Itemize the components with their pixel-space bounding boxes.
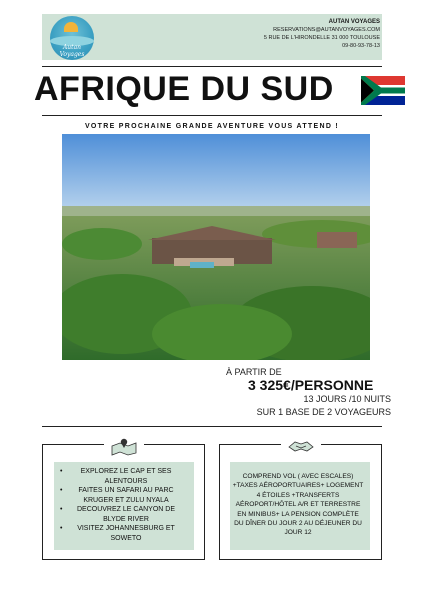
- list-item: • DECOUVREZ LE CANYON DE BLYDE RIVER: [60, 506, 176, 523]
- page-title: AFRIQUE DU SUD: [34, 70, 334, 108]
- agency-phone[interactable]: 09-80-93-78-13: [342, 43, 380, 49]
- offer-divider: [42, 426, 382, 427]
- itinerary-list: [60, 467, 186, 543]
- agency-name: AUTAN VOYAGES: [328, 19, 380, 25]
- agency-contact: [220, 18, 380, 50]
- top-divider: [42, 66, 382, 67]
- handshake-icon: [281, 436, 321, 456]
- list-item: • VISITEZ JOHANNESBURG ET SOWETO: [60, 525, 175, 542]
- included-text: COMPREND VOL ( AVEC ESCALES) +TAXES AÉROPORTUAIRES+ LOGEMENT 4 ÉTOILES +TRANSFERTS AÉROPORT/HÔTEL A/R ET TERRESTRE EN MINIBUS+ LA PENSION COMPLÈTE DU DÎNER DU JOUR 2 AU DÉJEUNER DU JOUR 12: [232, 473, 364, 537]
- logo-text: Autan Voyages: [59, 44, 85, 58]
- sun-icon: [64, 22, 78, 32]
- agency-address: 5 RUE DE L'HIRONDELLE 31 000 TOULOUSE: [263, 35, 380, 41]
- list-item: • EXPLOREZ LE CAP ET SES ALENTOURS: [60, 468, 172, 485]
- trip-duration: 13 JOURS /10 NUITS: [303, 394, 391, 404]
- south-africa-flag-icon: [361, 76, 405, 105]
- traveler-base: SUR 1 BASE DE 2 VOYAGEURS: [256, 407, 391, 417]
- list-item: • FAITES UN SAFARI AU PARC KRUGER ET ZULU NYALA: [60, 487, 174, 504]
- price-value: 3 325€/PERSONNE: [248, 377, 374, 393]
- title-divider: [42, 115, 382, 116]
- agency-email[interactable]: RESERVATIONS@AUTANVOYAGES.COM: [273, 27, 380, 33]
- lodge-aerial-photo: [62, 134, 370, 360]
- map-icon: [104, 436, 144, 456]
- tagline: VOTRE PROCHAINE GRANDE AVENTURE VOUS ATTEND !: [84, 123, 340, 130]
- price-from-label: À PARTIR DE: [226, 367, 282, 377]
- agency-logo: [50, 16, 94, 60]
